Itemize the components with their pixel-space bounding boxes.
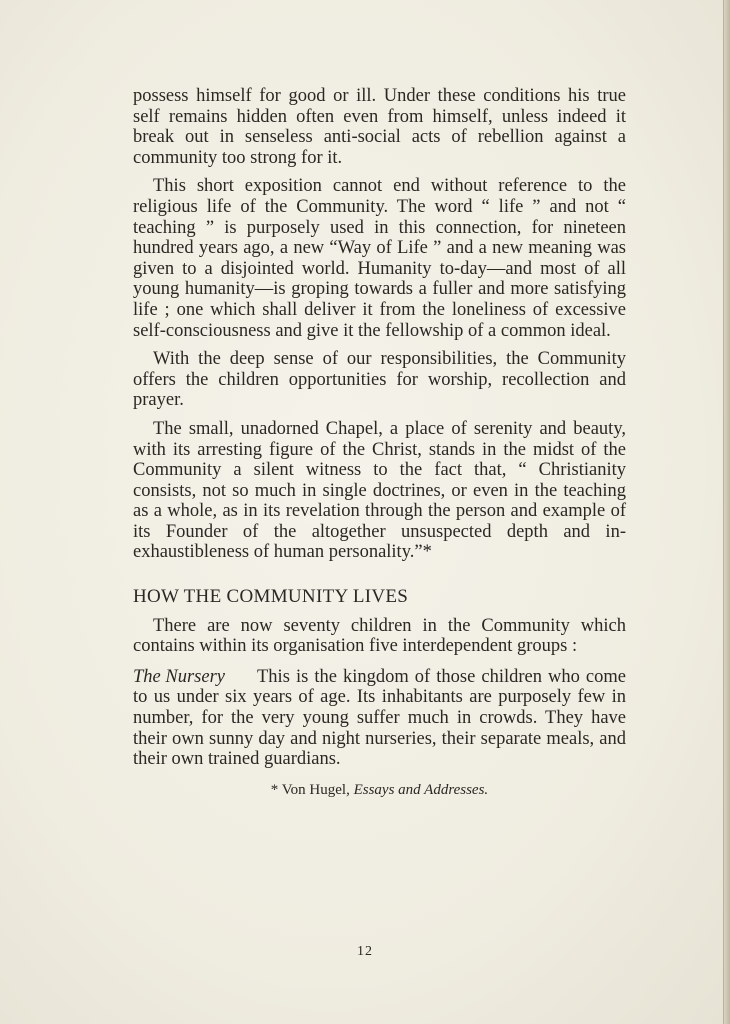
- paragraph-responsibilities: With the deep sense of our responsibilities, the Community offers the children opportunities for worship, recollection and prayer.: [133, 349, 626, 411]
- nursery-description: This is the kingdom of those children who come to us under six years of age. Its inhabitants are purposely few in number, for the very young suffer much in crowds. They have their own sunny day and night nurseries, their separate meals, and their own trained guardians.: [133, 666, 626, 770]
- nursery-label: The Nursery: [133, 666, 225, 687]
- paragraph-religious-life: This short exposition cannot end without reference to the religious life of the Community. The word “ life ” and not “ teaching ” is purposely used in this connection, for nineteen hundred years ago, a new “Way of Life ” and a new meaning was given to a disjointed world. Humanity to-day—and most of all young humanity—is groping towards a fuller and more satisfying life ; one which shall deliver it from the loneliness of excessive self-consciousness and give it the fellowship of a common ideal.: [133, 176, 626, 341]
- paragraph-groups-intro: There are now seventy children in the Community which contains within its organisation five interdependent groups :: [133, 615, 626, 657]
- paragraph-chapel: The small, unadorned Chapel, a place of serenity and beauty, with its arresting figure of the Christ, stands in the midst of the Community a silent witness to the fact that, “ Christianity consists, not so much in single doctrines, or even in the teaching as a whole, as in its revelation through the person and example of its Founder of the altogether unsuspected depth and inexhaustibleness of human personality.”*: [133, 418, 626, 563]
- page-number: 12: [357, 944, 373, 959]
- paragraph-continuation: possess himself for good or ill. Under these conditions his true self remains hidden often even from himself, unless indeed it break out in senseless anti-social acts of rebellion against a community too strong for it.: [133, 86, 626, 168]
- book-spine-edge: [723, 0, 730, 1024]
- section-heading: HOW THE COMMUNITY LIVES: [133, 586, 409, 608]
- footnote-author: * Von Hugel,: [270, 781, 350, 798]
- page-text: [133, 86, 626, 800]
- footnote-title: Essays and Addresses.: [353, 781, 489, 798]
- nursery-entry: [133, 667, 626, 770]
- footnote: [133, 780, 626, 801]
